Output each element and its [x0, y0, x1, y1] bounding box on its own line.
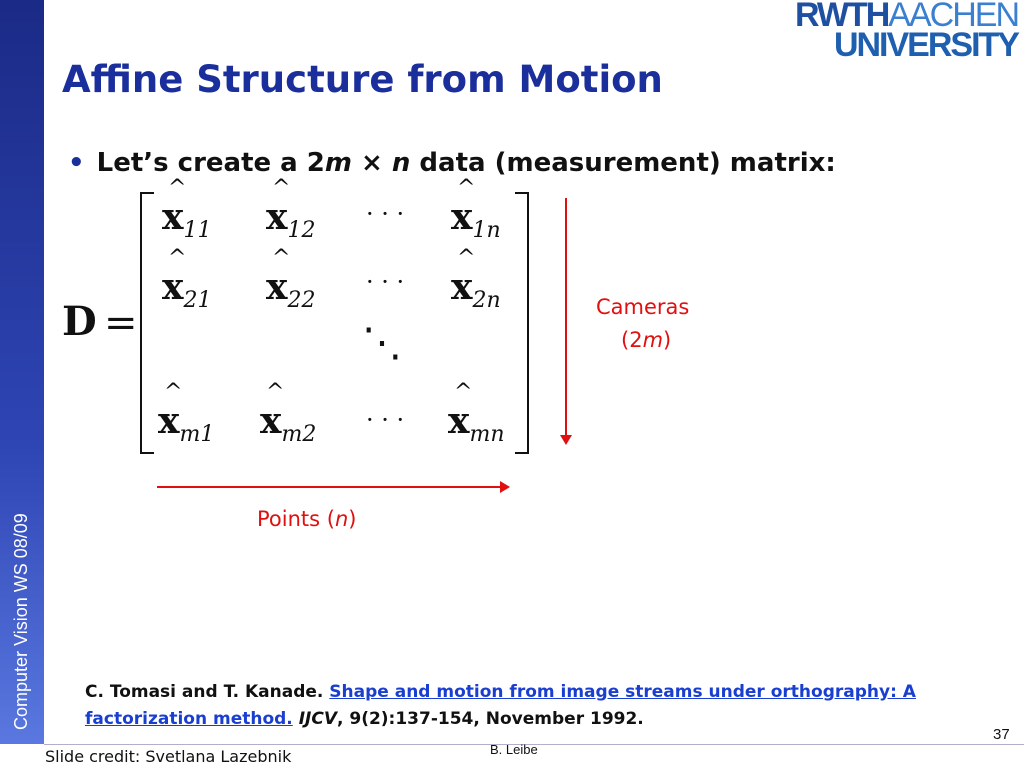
matrix-hdots-row1: · · ·	[366, 200, 405, 228]
right-bracket	[515, 192, 529, 454]
footer-author: B. Leibe	[490, 742, 538, 757]
slide-title: Affine Structure from Motion	[62, 58, 663, 101]
matrix-entry-22: ^ $x_{22}$	[266, 266, 315, 313]
sidebar-bar	[0, 0, 44, 744]
bullet-text-prefix: Let’s create a 2	[96, 148, 325, 178]
course-label: Computer Vision WS 08/09	[11, 513, 31, 730]
equals-sign: =	[104, 300, 138, 346]
matrix-lhs: D	[62, 298, 97, 345]
reference-link[interactable]: Shape and motion from image streams under orthography: A factorization method.	[85, 682, 916, 729]
slide-credit: Slide credit: Svetlana Lazebnik	[45, 747, 292, 766]
matrix-hdots-row4: · · ·	[366, 406, 405, 434]
reference-authors: C. Tomasi and T. Kanade.	[85, 682, 324, 702]
bullet-var-n: n	[391, 148, 411, 178]
left-bracket	[140, 192, 154, 454]
logo-university: UNIVERSITY	[833, 26, 1018, 64]
matrix-entry-2n: ^ $x_{2n}$	[451, 266, 501, 313]
logo-aachen: AACHEN	[888, 0, 1018, 34]
points-arrow	[157, 486, 502, 488]
matrix-entry-21: ^ $x_{21}$	[162, 266, 211, 313]
reference-citation	[85, 679, 995, 733]
cameras-arrow	[565, 198, 567, 438]
cameras-arrow-head	[560, 435, 572, 445]
bullet-var-m: m	[324, 148, 352, 178]
reference-details: , 9(2):137-154, November 1992.	[336, 709, 644, 729]
bullet-icon: •	[68, 148, 85, 178]
points-arrow-head	[500, 481, 510, 493]
matrix-entry-1n: ^ $x_{1n}$	[451, 196, 501, 243]
university-logo	[794, 0, 1018, 64]
reference-journal: IJCV	[298, 709, 337, 729]
points-label: Points (n)	[257, 507, 357, 531]
matrix-hdots-row2: · · ·	[366, 268, 405, 296]
matrix-ddots: ⋱	[362, 320, 402, 366]
matrix-entry-11: ^ $x_{11}$	[162, 196, 211, 243]
logo-rwth: RWTH	[794, 0, 889, 34]
matrix-entry-m2: ^ $x_{m2}$	[260, 400, 316, 447]
matrix-entry-m1: ^ $x_{m1}$	[158, 400, 214, 447]
matrix-entry-12: ^ $x_{12}$	[266, 196, 315, 243]
bullet-times: ×	[351, 148, 392, 178]
cameras-label: Cameras	[596, 295, 690, 319]
cameras-count: (2m)	[621, 328, 672, 352]
page-number: 37	[993, 726, 1010, 743]
matrix-entry-mn: ^ $x_{mn}$	[448, 400, 505, 447]
bullet-point	[68, 148, 836, 178]
bullet-text-suffix: data (measurement) matrix:	[410, 148, 836, 178]
